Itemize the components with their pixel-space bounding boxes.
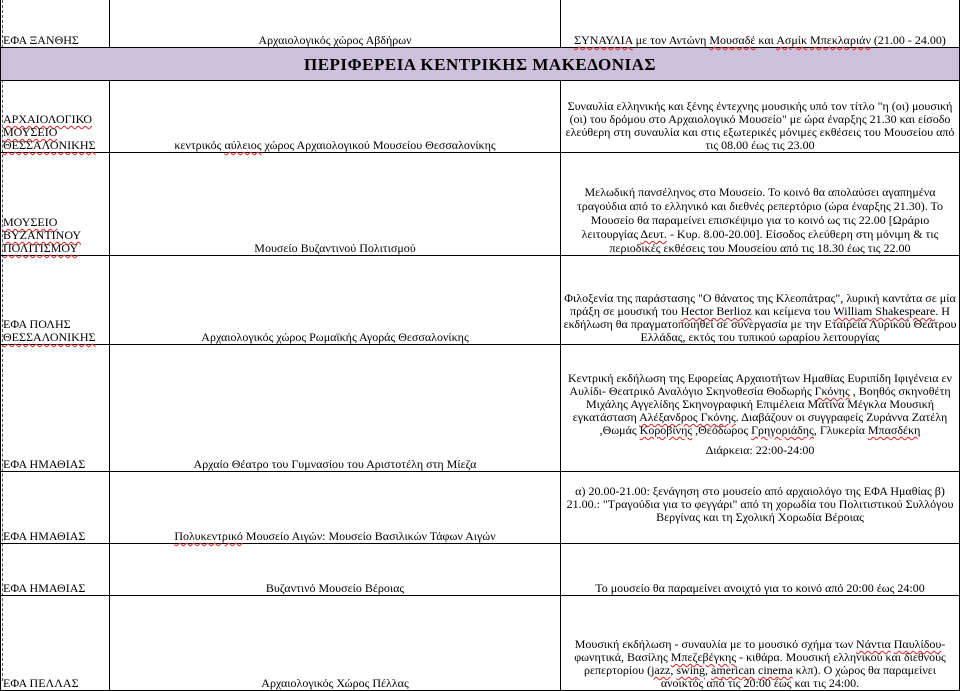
table-row [1,544,960,596]
table-row [1,0,960,48]
agency-cell: ΑΡΧΑΙΟΛΟΓΙΚΟ ΜΟΥΣΕΙΟ ΘΕΣΣΑΛΟΝΙΚΗΣ [1,81,110,153]
table-row [1,153,960,256]
table-row [1,472,960,544]
event-duration: Διάρκεια: 22:00-24:00 [705,443,815,457]
region-title: ΠΕΡΙΦΕΡΕΙΑ ΚΕΝΤΡΙΚΗΣ ΜΑΚΕΔΟΝΙΑΣ [1,48,960,81]
agency-cell: ΕΦΑ ΗΜΑΘΙΑΣ [1,472,110,544]
table-row [1,81,960,153]
venue-cell: κεντρικός αύλειος χώρος Αρχαιολογικού Μουσείου Θεσσαλονίκης [110,81,561,153]
venue-cell: Μουσείο Βυζαντινού Πολιτισμού [110,153,561,256]
event-cell: α) 20.00-21.00: ξενάγηση στο μουσείο από αρχαιολόγο της ΕΦΑ Ημαθίας β) 21.00.: "Τραγούδια για το φεγγάρι" από τη χορωδία του Πολιτιστικού Συλλόγου Βεργίνας και τη Σχολική Χορωδία Βέροιας [561,472,960,544]
agency-cell: ΕΦΑ ΞΑΝΘΗΣ [1,0,110,48]
agency-cell: ΕΦΑ ΗΜΑΘΙΑΣ [1,345,110,472]
agency-cell: ΜΟΥΣΕΙΟ ΒΥΖΑΝΤΙΝΟΥ ΠΟΛΙΤΙΣΜΟΥ [1,153,110,256]
region-header-row [1,48,960,81]
table-row [1,596,960,691]
event-cell: ΣΥΝΑΥΛΙΑ με τον Αντώνη Μουσαδέ και Ασμίκ Μπεκλαριάν (21.00 - 24.00) [561,0,960,48]
agency-cell: ΕΦΑ ΗΜΑΘΙΑΣ [1,544,110,596]
event-cell: Μουσική εκδήλωση - συναυλία με το μουσικό σχήμα των Νάντια Παυλίδου- φωνητικά, Βασίλης Μπεζεβέγκης - κιθάρα. Μουσική ελληνικού και διεθνούς ρεπερτορίου (jazz, swing, american cinema κλπ). Ο χώρος θα παραμείνει ανοικτός από τις 20:00 έως και τις 24:00. [561,596,960,691]
event-cell: Το μουσείο θα παραμείνει ανοιχτό για το κοινό από 20:00 έως 24:00 [561,544,960,596]
venue-cell: Βυζαντινό Μουσείο Βέροιας [110,544,561,596]
venue-cell: Αρχαιολογικός χώρος Ρωμαϊκής Αγοράς Θεσσαλονίκης [110,256,561,345]
venue-cell: Αρχαίο Θέατρο του Γυμνασίου του Αριστοτέλη στη Μίεζα [110,345,561,472]
event-cell: Μελωδική πανσέληνος στο Μουσείο. Το κοινό θα απολαύσει αγαπημένα τραγούδια από το ελληνικό και διεθνές ρεπερτόριο (ώρα έναρξης 21.30). Το Μουσείο θα παραμείνει επισκέψιμο για το κοινό ως τις 22.00 [Ωράριο λειτουργίας Δευτ. - Κυρ. 8.00-20.00]. Είσοδος ελεύθερη στη μόνιμη & τις περιοδικές εκθέσεις του Μουσείου από τις 18.30 έως τις 22.00 [561,153,960,256]
agency-cell: ΕΦΑ ΠΟΛΗΣ ΘΕΣΣΑΛΟΝΙΚΗΣ [1,256,110,345]
table-row [1,256,960,345]
venue-cell: Πολυκεντρικό Μουσείο Αιγών: Μουσείο Βασιλικών Τάφων Αιγών [110,472,561,544]
venue-cell: Αρχαιολογικός χώρος Αβδήρων [110,0,561,48]
event-cell: Συναυλία ελληνικής και ξένης έντεχνης μουσικής υπό τον τίτλο "η (οι) μουσική (οι) του δρόμου στο Αρχαιολογικό Μουσείο" με ώρα έναρξης 21.30 και είσοδο ελεύθερη στη συναυλία και στις εξωτερικές μόνιμες εκθέσεις του Μουσείου από τις 08.00 έως τις 23.00 [561,81,960,153]
agency-cell: ΕΦΑ ΠΕΛΛΑΣ [1,596,110,691]
event-cell [561,345,960,472]
event-description: Κεντρική εκδήλωση της Εφορείας Αρχαιοτήτων Ημαθίας Ευριπίδη Ιφιγένεια εν Αυλίδι- Θεατρικό Αναλόγιο Σκηνοθεσία Θοδωρής Γκόνης , Βοηθός σκηνοθέτη Μιχάλης Αγγελίδης Σκηνογραφική Επιμέλεια Ματίνα Μέγκλα Μουσική εγκατάσταση Αλέξανδρος Γκόνης. Διαβάζουν οι συγγραφείς Ζυράννα Ζατέλη ,Θωμάς Κοροβίνης ,Θεόδωρος Γρηγοριάδης, Γλυκερία Μπασδέκη [568,371,952,437]
table-row [1,345,960,472]
event-cell: Φιλοξενία της παράστασης "Ο θάνατος της Κλεοπάτρας", λυρική καντάτα σε μία πράξη σε μουσική του Hector Berlioz και κείμενα του William Shakespeare. Η εκδήλωση θα πραγματοποιηθεί σε συνεργασία με την Εταιρεία Λυρικού Θεάτρου Ελλάδας, εκτός του τυπικού ωραρίου λειτουργίας [561,256,960,345]
venue-cell: Αρχαιολογικός Χώρος Πέλλας [110,596,561,691]
